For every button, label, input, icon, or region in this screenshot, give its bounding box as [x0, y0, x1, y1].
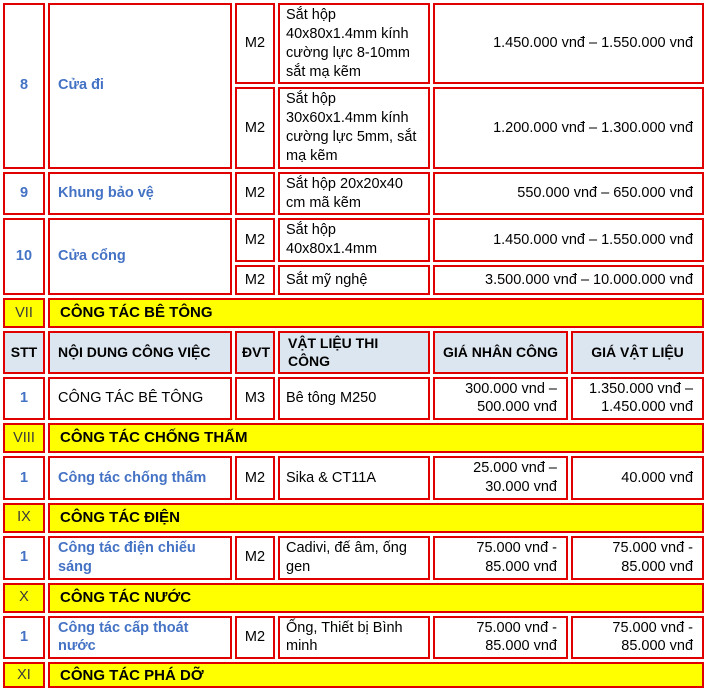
- unit-cell: M2: [235, 3, 275, 84]
- unit-cell: M2: [235, 536, 275, 580]
- work-name-cell: Cửa cổng: [48, 218, 232, 295]
- price-cell: 1.450.000 vnđ – 1.550.000 vnđ: [433, 218, 704, 262]
- table-row: [3, 456, 704, 500]
- table-row: [3, 3, 704, 84]
- section-numeral: XI: [3, 662, 45, 688]
- material-cell: Sika & CT11A: [278, 456, 430, 500]
- section-title: CÔNG TÁC ĐIỆN: [48, 503, 704, 533]
- work-name-cell: CÔNG TÁC BÊ TÔNG: [48, 377, 232, 421]
- section-numeral: X: [3, 583, 45, 613]
- unit-cell: M2: [235, 172, 275, 216]
- work-name-cell: Cửa đi: [48, 3, 232, 169]
- column-header-row: [3, 331, 704, 373]
- stt-cell: 1: [3, 456, 45, 500]
- material-price-cell: 40.000 vnđ: [571, 456, 704, 500]
- material-price-cell: 75.000 vnđ - 85.000 vnđ: [571, 616, 704, 660]
- section-title: CÔNG TÁC NƯỚC: [48, 583, 704, 613]
- price-cell: 550.000 vnđ – 650.000 vnđ: [433, 172, 704, 216]
- price-cell: 3.500.000 vnđ – 10.000.000 vnđ: [433, 265, 704, 295]
- header-material: VẬT LIỆU THI CÔNG: [278, 331, 430, 373]
- table-row: [3, 536, 704, 580]
- stt-cell: 8: [3, 3, 45, 169]
- header-material-price: GIÁ VẬT LIỆU: [571, 331, 704, 373]
- unit-cell: M2: [235, 456, 275, 500]
- labor-price-cell: 300.000 vnd – 500.000 vnđ: [433, 377, 568, 421]
- section-row: [3, 662, 704, 688]
- section-row: [3, 503, 704, 533]
- section-row: [3, 583, 704, 613]
- work-name-cell: Khung bảo vệ: [48, 172, 232, 216]
- price-cell: 1.200.000 vnđ – 1.300.000 vnđ: [433, 87, 704, 168]
- unit-cell: M2: [235, 616, 275, 660]
- stt-cell: 1: [3, 616, 45, 660]
- material-cell: Sắt hộp 40x80x1.4mm kính cường lực 8-10mm sắt mạ kẽm: [278, 3, 430, 84]
- stt-cell: 10: [3, 218, 45, 295]
- header-work: NỘI DUNG CÔNG VIỆC: [48, 331, 232, 373]
- unit-cell: M2: [235, 87, 275, 168]
- header-unit: ĐVT: [235, 331, 275, 373]
- section-row: [3, 298, 704, 328]
- material-price-cell: 1.350.000 vnđ – 1.450.000 vnđ: [571, 377, 704, 421]
- unit-cell: M3: [235, 377, 275, 421]
- price-cell: 1.450.000 vnđ – 1.550.000 vnđ: [433, 3, 704, 84]
- table-row: [3, 218, 704, 262]
- table-row: [3, 377, 704, 421]
- stt-cell: 1: [3, 377, 45, 421]
- header-stt: STT: [3, 331, 45, 373]
- work-name-cell: Công tác điện chiếu sáng: [48, 536, 232, 580]
- material-cell: Sắt hộp 30x60x1.4mm kính cường lực 5mm, sắt mạ kẽm: [278, 87, 430, 168]
- material-price-cell: 75.000 vnđ - 85.000 vnđ: [571, 536, 704, 580]
- labor-price-cell: 75.000 vnđ - 85.000 vnđ: [433, 616, 568, 660]
- section-title: CÔNG TÁC BÊ TÔNG: [48, 298, 704, 328]
- work-name-cell: Công tác cấp thoát nước: [48, 616, 232, 660]
- table-row: [3, 172, 704, 216]
- stt-cell: 9: [3, 172, 45, 216]
- work-name-cell: Công tác chống thấm: [48, 456, 232, 500]
- material-cell: Sắt hộp 40x80x1.4mm: [278, 218, 430, 262]
- material-cell: Sắt hộp 20x20x40 cm mã kẽm: [278, 172, 430, 216]
- table-row: [3, 616, 704, 660]
- material-cell: Sắt mỹ nghệ: [278, 265, 430, 295]
- section-numeral: IX: [3, 503, 45, 533]
- section-title: CÔNG TÁC PHÁ DỠ: [48, 662, 704, 688]
- section-row: [3, 423, 704, 453]
- stt-cell: 1: [3, 536, 45, 580]
- labor-price-cell: 75.000 vnđ - 85.000 vnđ: [433, 536, 568, 580]
- material-cell: Bê tông M250: [278, 377, 430, 421]
- labor-price-cell: 25.000 vnđ – 30.000 vnđ: [433, 456, 568, 500]
- section-numeral: VII: [3, 298, 45, 328]
- section-title: CÔNG TÁC CHỐNG THẤM: [48, 423, 704, 453]
- unit-cell: M2: [235, 218, 275, 262]
- material-cell: Ống, Thiết bị Bình minh: [278, 616, 430, 660]
- unit-cell: M2: [235, 265, 275, 295]
- material-cell: Cadivi, đế âm, ống gen: [278, 536, 430, 580]
- header-labor-price: GIÁ NHÂN CÔNG: [433, 331, 568, 373]
- section-numeral: VIII: [3, 423, 45, 453]
